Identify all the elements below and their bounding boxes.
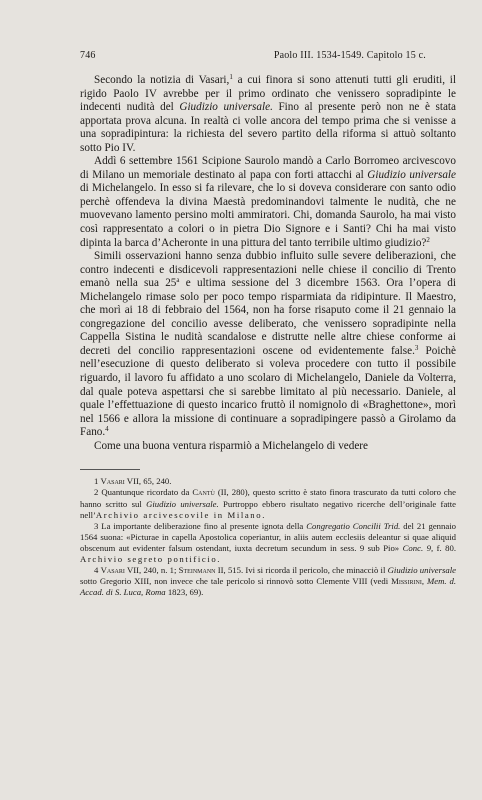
footnote-1: 1 Vasari VII, 65, 240. [94, 476, 172, 487]
paragraph-4: Come una buona ventura risparmiò a Michelangelo di vedere [94, 439, 369, 452]
footnotes [80, 476, 456, 598]
footnote-ref-4: 4 [105, 425, 109, 434]
footnote-3: 3 La importante deliberazione fino al presente ignota della Congregatio Concilii Trid. del 21 gennaio 1564 suona: «Picturae in capella Apostolica coperiantur, in aliis autem ecclesiis deleantur si quae aliquid obscenum aut evidenter falsum ostendant, iuxta decretum secundum in sess. 9 sub Pio» Conc. 9, f. 80. Archivio segreto pontificio. [80, 520, 456, 564]
footnote-ref-2: 2 [426, 235, 430, 244]
footnote-separator [80, 469, 140, 470]
paragraph-3: Simili osservazioni hanno senza dubbio influito sulle severe deliberazioni, che contro indecenti e disdicevoli rappresentazioni nelle chiese il concilio di Trento emanò nella sua 25$^a$ e ultima sessione del 3 dicembre 1563. Ora l’opera di Michelangelo rimase solo per poco tempo risparmiata da ridipinture. Il Maestro, che morì ai 18 di febbraio del 1564, non ha forse risaputo come il 21 gennaio la congregazione del concilio avesse deliberato, che venissero sopradipinte nella Cappella Sistina le nudità scandalose e distrutte nelle altre chiese conforme ai decreti del concilio rappresentazioni oscene od evidentemente false.$^3$ Poichè nell’esecuzione di questo deliberato si voleva procedere con tutto il possibile riguardo, il lavoro fu affidato a uno scolaro di Michelangelo, Daniele da Volterra, dal quale poteva aspettarsi che si sarebbe limitato al più necessario. Daniele, al quale l’effettuazione di questo incarico fruttò il nomignolo di «Braghettone», morì nel 1566 e allora la missione di continuare a sopradipingere passò a Girolamo da Fano.$^4$ [80, 250, 456, 439]
page-header [80, 50, 456, 61]
footnote-4: 4 Vasari VII, 240, n. 1; Steinmann II, 515. Ivi si ricorda il pericolo, che minacciò il Giudizio universale sotto Gregorio XIII, non invece che tale pericolo si rinnovò sotto Clemente VIII (vedi Missirini, Mem. d. Accad. di S. Luca, Roma 1823, 69). [80, 565, 456, 598]
paragraph-1: Secondo la notizia di Vasari,$^1$ a cui finora si sono attenuti tutti gli eruditi, il rigido Paolo IV avrebbe per il primo ordinato che venissero sopradipinte le indecenti nudità del Giudizio universale. Fino al presente però non ne è stata apportata prova alcuna. In realtà ci volle ancora del tempo prima che si venisse a una sopradipintura: la richiesta del severo partito della riforma si attuò soltanto sotto Pio IV. [80, 73, 456, 154]
footnote-ref-1: 1 [229, 73, 233, 81]
footnote-2: 2 Quantunque ricordato da Cantù (II, 280), questo scritto è stato finora trascurato da tutti coloro che hanno scritto sul Giudizio universale. Purtroppo ebbero risultato negativo ricerche dell’originale fatte nell’Archivio arcivescovile in Milano. [80, 487, 456, 520]
footnote-ref-3: 3 [414, 343, 419, 352]
paragraph-2: Addì 6 settembre 1561 Scipione Saurolo mandò a Carlo Borromeo arcivescovo di Milano un memoriale destinato al papa con forti attacchi al Giudizio universale di Michelangelo. In esso si fa rilevare, che lo si doveva considerare con santo odio perchè offendeva la divina Maestà predominandovi talmente le nudità, che ne muovevano lamento persino molti ammiratori. Chi, domanda Saurolo, ha mai visto così rappresentato a colori o in pietra Dio Signore e i Santi? Chi ha mai visto dipinta la barca d’Acheronte in una pittura del tanto terribile ultimo giudizio?$^2$ [80, 155, 456, 249]
page-number: 746 [80, 50, 96, 61]
main-text [80, 74, 456, 453]
running-title: Paolo III. 1534-1549. Capitolo 15 c. [273, 50, 426, 61]
